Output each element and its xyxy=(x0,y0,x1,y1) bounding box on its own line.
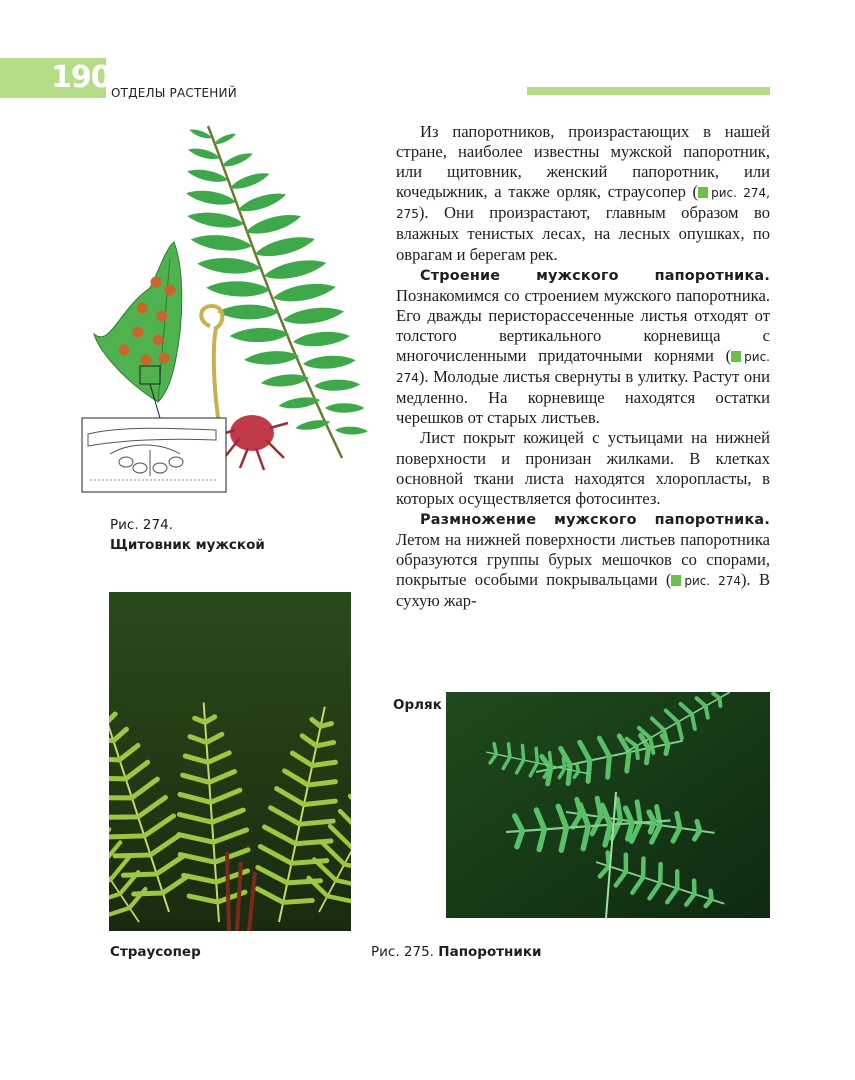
paragraph-2: Строение мужского папоротника. Познакомимся со строением мужского папоротника. Его дважды перисторассеченные листья отходят от толстого вертикального корневища с многочисленными придаточными корнями ( рис. 274). Молодые листья свернуты в улитку. Растут они медленно. На корневище находятся остатки черешков от старых листьев. xyxy=(396,267,770,428)
section-title: ОТДЕЛЫ РАСТЕНИЙ xyxy=(111,86,237,100)
figure-275-title: Папоротники xyxy=(438,944,542,960)
body-text xyxy=(396,122,770,611)
heading-reproduction: Размножение мужского папоротника. xyxy=(420,511,770,528)
label-orlyak: Орляк xyxy=(393,697,442,713)
reference-square-icon xyxy=(698,187,708,198)
paragraph-4: Размножение мужского папоротника. Летом на нижней поверхности листьев папоротника образуются группы бурых мешочков со спорами, покрытые особыми покрывальцами ( рис. 274). В сухую жар- xyxy=(396,511,771,611)
heading-structure: Строение мужского папоротника. xyxy=(420,267,770,284)
page-number: 190 xyxy=(51,60,111,95)
figure-275-number: Рис. 275. xyxy=(371,944,434,960)
photo-orlyak xyxy=(446,692,770,918)
figure-reference: рис. 274 xyxy=(396,350,770,386)
photo-strausoper xyxy=(109,592,351,931)
reference-square-icon xyxy=(671,575,681,586)
figure-reference: рис. 274, 275 xyxy=(396,186,770,222)
reference-square-icon xyxy=(731,351,741,362)
figure-274-number: Рис. 274. xyxy=(110,517,173,533)
figure-274-illustration xyxy=(80,118,380,498)
figure-reference: рис. 274 xyxy=(671,574,741,588)
paragraph-1: Из папоротников, произрастающих в нашей стране, наиболее известны мужской папоротник, или щитовник, женский папоротник, или кочедыжник, а также орляк, страусопер ( рис. 274, 275). Они произрастают, главным образом во влажных тенистых лесах, на лесных опушках, по оврагам и берегам рек. xyxy=(396,122,770,264)
label-strausoper: Страусопер xyxy=(110,944,201,960)
header-accent-bar xyxy=(527,87,770,95)
paragraph-3: Лист покрыт кожицей с устьицами на нижней поверхности и пронизан жилками. В клетках основной ткани листа находятся хлоропласты, в которых осуществляется фотосинтез. xyxy=(396,428,770,508)
figure-274-title: Щитовник мужской xyxy=(110,537,265,553)
figure-275-caption xyxy=(371,944,541,960)
